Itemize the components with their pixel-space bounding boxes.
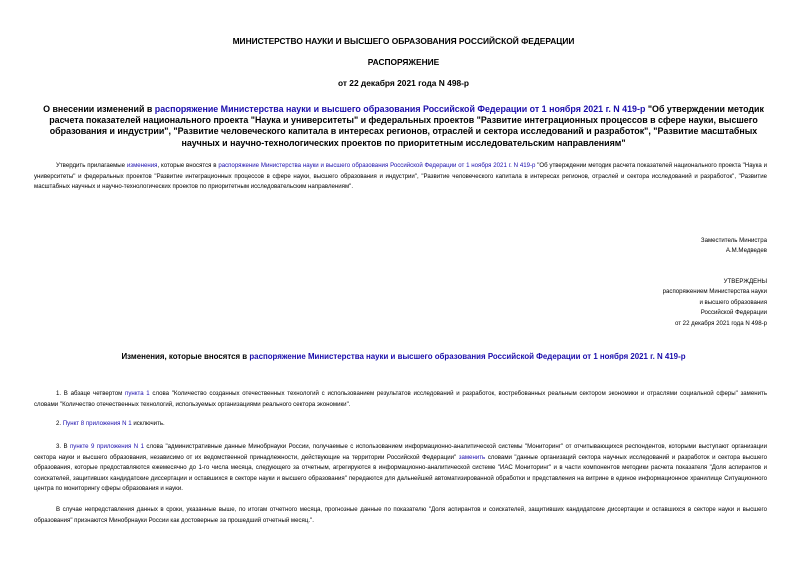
item2-text-b: исключить. — [131, 420, 165, 427]
body-part2: , которые вносятся в — [157, 162, 219, 169]
order-419-link[interactable]: распоряжение Министерства науки и высшего образования Российской Федерации от 1 ноября 2021 г. N 419-р — [218, 162, 536, 169]
item3-text-c: словами "данные организаций сектора научных исследований и разработок и сектора высшего образования, которые предоставляются ежемесячно до 1-го числа месяца, следующего за отчетным, агрегируются в информационно-аналитической системе "ИАС Мониторинг" и в части компонентов методики расчета показателя "Доля аспирантов и соискателей, защитивших кандидатские диссертации и оставшихся в секторе науки и высшего образования" передаются для дальнейшей автоматизированной обработки и представления на витрине в единое информационное хранилище Ситуационного центра по мониторингу сферы образования и науки. — [34, 453, 767, 493]
item3-link2[interactable]: заменить — [458, 453, 486, 461]
item2-link[interactable]: Пункт 8 приложения N 1 — [62, 420, 132, 427]
document-title — [30, 104, 777, 149]
item-1 — [34, 389, 767, 410]
approval-line3: и высшего образования — [699, 298, 767, 306]
changes-title — [0, 352, 807, 361]
changes-title-prefix: Изменения, которые вносятся в — [121, 352, 250, 361]
ministry-header: МИНИСТЕРСТВО НАУКИ И ВЫСШЕГО ОБРАЗОВАНИЯ РОССИЙСКОЙ ФЕДЕРАЦИИ — [232, 36, 575, 46]
approval-line2: распоряжением Министерства науки — [662, 288, 767, 296]
body-part3: "Об утверждении методик расчета показателей национального проекта "Наука и университеты" и федеральных проектов "Развитие интеграционных процессов в сфере науки, высшего образования и индустрии", "Развитие человеческого капитала в интересах регионов, отраслей и сектора исследований и разработок", "Развитие масштабных научных и научно-технологических проектов по приоритетным исследовательским направлениям". — [34, 162, 767, 191]
signature-name: А.М.Медведев — [725, 247, 767, 255]
approval-line4: Российской Федерации — [700, 309, 767, 317]
item3-text-a: 3. В — [56, 443, 70, 450]
signature-position: Заместитель Министра — [700, 237, 767, 244]
approval-line1: УТВЕРЖДЕНЫ — [723, 278, 767, 285]
item1-link[interactable]: пункта 1 — [125, 390, 150, 397]
item-3 — [34, 442, 767, 495]
title-suffix: "Об утверждении методик расчета показателей национального проекта "Наука и университеты" и федеральных проектов "Развитие интеграционных процессов в сфере науки, высшего образования и индустрии", "Развитие человеческого капитала в интересах регионов, отраслей и сектора исследований и разработок", "Развитие масштабных научных и научно-технологических проектов по приоритетным исследовательским направлениям" — [49, 104, 764, 148]
body-paragraph — [34, 161, 767, 193]
item-4: В случае непредставления данных в сроки, указанные выше, по итогам отчетного месяца, прогнозные данные по показателю "Доля аспирантов и соискателей, защитивших кандидатские диссертации и оставшихся в секторе науки и высшего образования" признаются Минобрнауки России как достоверные за прошедший отчетный месяц.". — [34, 506, 767, 524]
body-part1: Утвердить прилагаемые — [56, 162, 127, 169]
changes-title-link[interactable]: распоряжение Министерства науки и высшего образования Российской Федерации от 1 ноября 2021 г. N 419-р — [249, 352, 686, 361]
item1-text-b: слова "Количество созданных отечественных технологий с использованием результатов исследований и разработок, востребованных реальным сектором экономики и отраслями социальной сферы" заменить словами "Количество отечественных технологий, используемых организациями реального сектора экономики". — [34, 390, 767, 408]
document-date-number: от 22 декабря 2021 года N 498-р — [337, 78, 470, 88]
document-type: РАСПОРЯЖЕНИЕ — [367, 57, 440, 67]
item3-link1[interactable]: пункте 9 приложения N 1 — [70, 443, 144, 450]
changes-link[interactable]: изменения — [126, 162, 158, 169]
item3-text-b: слова "административные данные Минобрнауки России, получаемые с использованием информационно-аналитической системы "Мониторинг" от отчитывающихся респондентов, которыми выступают организации сектора науки и высшего образования, независимо от их ведомственной принадлежности, действующие на территории Российской Федерации" — [34, 443, 767, 461]
title-link[interactable]: распоряжение Министерства науки и высшего образования Российской Федерации от 1 ноября 2021 г. N 419-р — [154, 104, 646, 114]
item1-text-a: 1. В абзаце четвертом — [56, 390, 126, 397]
title-prefix: О внесении изменений в — [43, 104, 155, 114]
item-2 — [34, 419, 767, 430]
approval-block — [663, 277, 767, 329]
signature-block — [701, 236, 767, 257]
approval-line5: от 22 декабря 2021 года N 498-р — [674, 319, 767, 327]
item2-text-a: 2. — [56, 420, 63, 427]
